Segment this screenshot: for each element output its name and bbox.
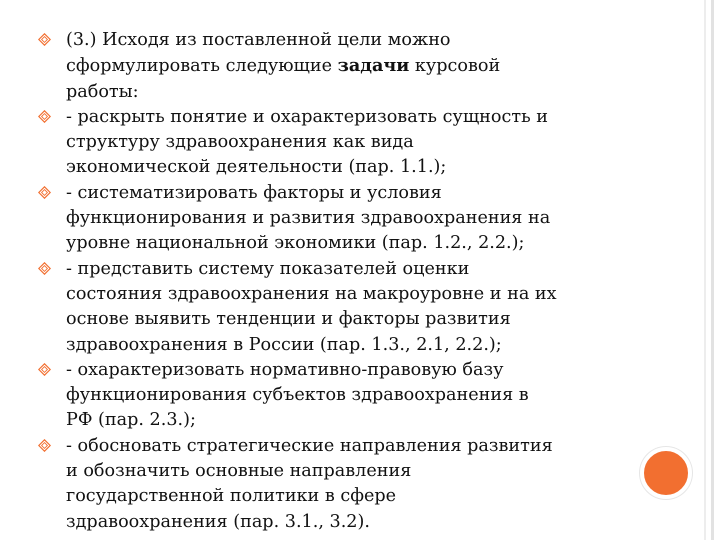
decorative-orange-circle bbox=[640, 447, 692, 499]
diamond-outline-icon bbox=[38, 363, 51, 376]
list-item-text bbox=[66, 28, 608, 105]
list-item-text: - охарактеризовать нормативно-правовую базу функционирования субъектов здравоохранения в РФ (пар. 2.3.); bbox=[66, 359, 529, 431]
item-text-after: курсовой работы: bbox=[66, 56, 501, 102]
task-list bbox=[38, 28, 608, 535]
diamond-outline-icon bbox=[38, 262, 51, 275]
item-text-bold: задачи bbox=[337, 55, 410, 77]
list-item bbox=[38, 434, 608, 535]
list-item bbox=[38, 358, 608, 434]
diamond-outline-icon bbox=[38, 110, 51, 123]
diamond-outline-icon bbox=[38, 33, 51, 46]
list-item bbox=[38, 181, 608, 257]
list-item bbox=[38, 28, 608, 105]
list-item-text: - обосновать стратегические направления развития и обозначить основные направления государственной политики в сфере здравоохранения (пар. 3.1., 3.2). bbox=[66, 435, 553, 532]
diamond-outline-icon bbox=[38, 186, 51, 199]
list-item bbox=[38, 105, 608, 181]
list-item-text: - раскрыть понятие и охарактеризовать сущность и структуру здравоохранения как вида экономической деятельности (пар. 1.1.); bbox=[66, 106, 548, 178]
diamond-outline-icon bbox=[38, 439, 51, 452]
item-text-before: (3.) Исходя из поставленной цели можно сформулировать следующие bbox=[66, 30, 451, 77]
list-item-text: - систематизировать факторы и условия функционирования и развития здравоохранения на уровне национальной экономики (пар. 1.2., 2.2.); bbox=[66, 182, 551, 254]
list-item-text: - представить систему показателей оценки состояния здравоохранения на макроуровне и на их основе выявить тенденции и факторы развития здравоохранения в России (пар. 1.3., 2.1, 2.2.); bbox=[66, 258, 557, 355]
list-item bbox=[38, 257, 608, 358]
